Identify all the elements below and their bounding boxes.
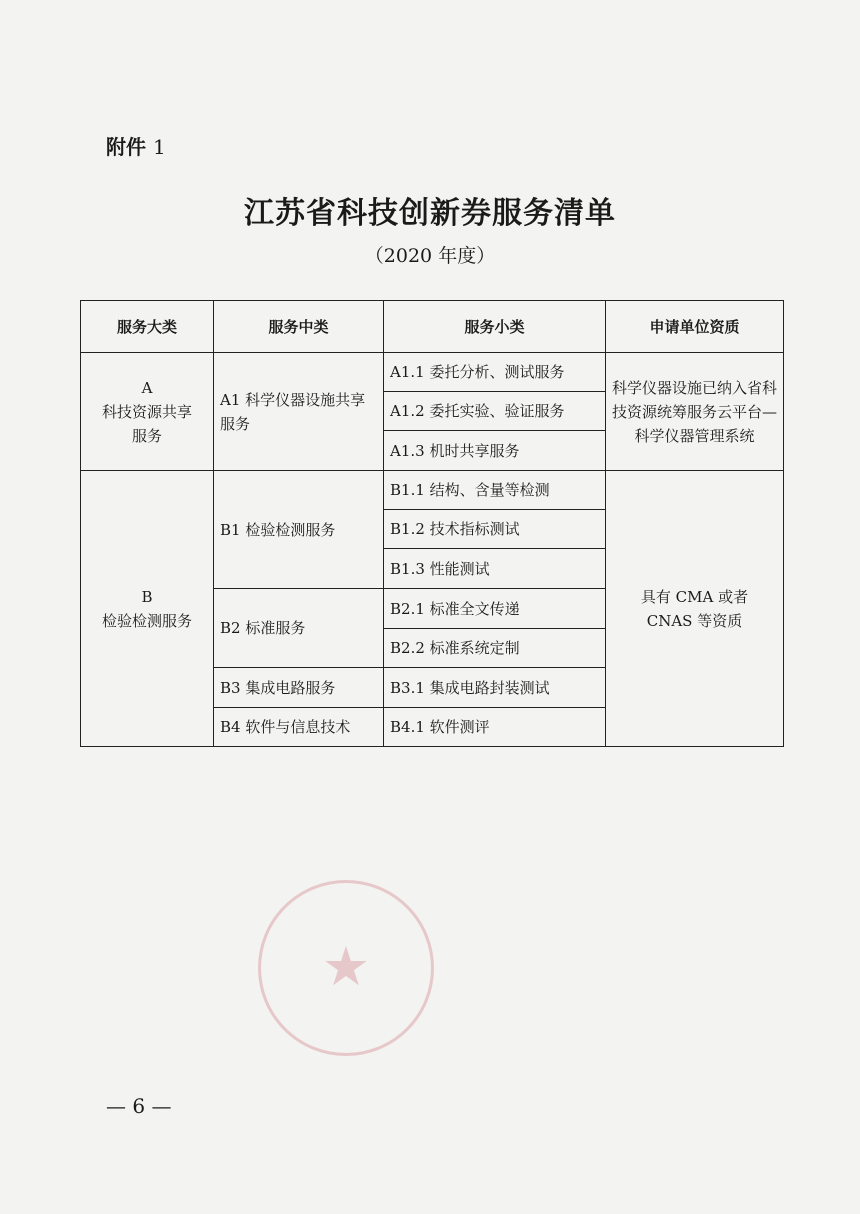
attachment-number: 1 [152,135,166,159]
minor-category-a1-3: A1.3 机时共享服务 [384,431,606,471]
middle-category-b2: B2 标准服务 [214,589,384,668]
minor-category-b2-2: B2.2 标准系统定制 [384,629,606,668]
major-name-b: 检验检测服务 [101,611,192,630]
major-category-a [81,353,214,471]
service-table [80,300,784,747]
table-row [81,353,784,392]
seal-star-icon: ★ [321,935,371,998]
middle-category-b1: B1 检验检测服务 [214,471,384,589]
attachment-label [106,131,166,160]
major-code-a: A [141,378,153,397]
header-qualification: 申请单位资质 [606,301,784,353]
major-name-a-line2: 服务 [131,426,162,445]
table-row [81,471,784,510]
minor-category-b3-1: B3.1 集成电路封装测试 [384,668,606,708]
middle-category-a1: A1 科学仪器设施共享服务 [214,353,384,471]
qualification-b-line1: 具有 CMA 或者 [640,587,749,606]
table-header-row [81,301,784,353]
minor-category-a1-1: A1.1 委托分析、测试服务 [384,353,606,392]
header-minor: 服务小类 [384,301,606,353]
header-middle: 服务中类 [214,301,384,353]
minor-category-b4-1: B4.1 软件测评 [384,708,606,747]
minor-category-a1-2: A1.2 委托实验、验证服务 [384,392,606,431]
minor-category-b1-1: B1.1 结构、含量等检测 [384,471,606,510]
middle-category-b4: B4 软件与信息技术 [214,708,384,747]
header-major: 服务大类 [81,301,214,353]
document-subtitle: （2020 年度） [364,245,496,267]
major-code-b: B [141,587,153,606]
official-seal [258,880,434,1056]
qualification-a: 科学仪器设施已纳入省科技资源统筹服务云平台—科学仪器管理系统 [606,353,784,471]
middle-category-b3: B3 集成电路服务 [214,668,384,708]
major-name-a-line1: 科技资源共享 [101,402,192,421]
qualification-b [606,471,784,747]
minor-category-b1-2: B1.2 技术指标测试 [384,510,606,549]
qualification-b-line2: CNAS 等资质 [646,611,743,630]
document-title: 江苏省科技创新券服务清单 [244,196,616,231]
page-number: — 6 — [106,1094,172,1118]
minor-category-b2-1: B2.1 标准全文传递 [384,589,606,629]
attachment-text: 附件 [106,135,146,159]
major-category-b [81,471,214,747]
minor-category-b1-3: B1.3 性能测试 [384,549,606,589]
